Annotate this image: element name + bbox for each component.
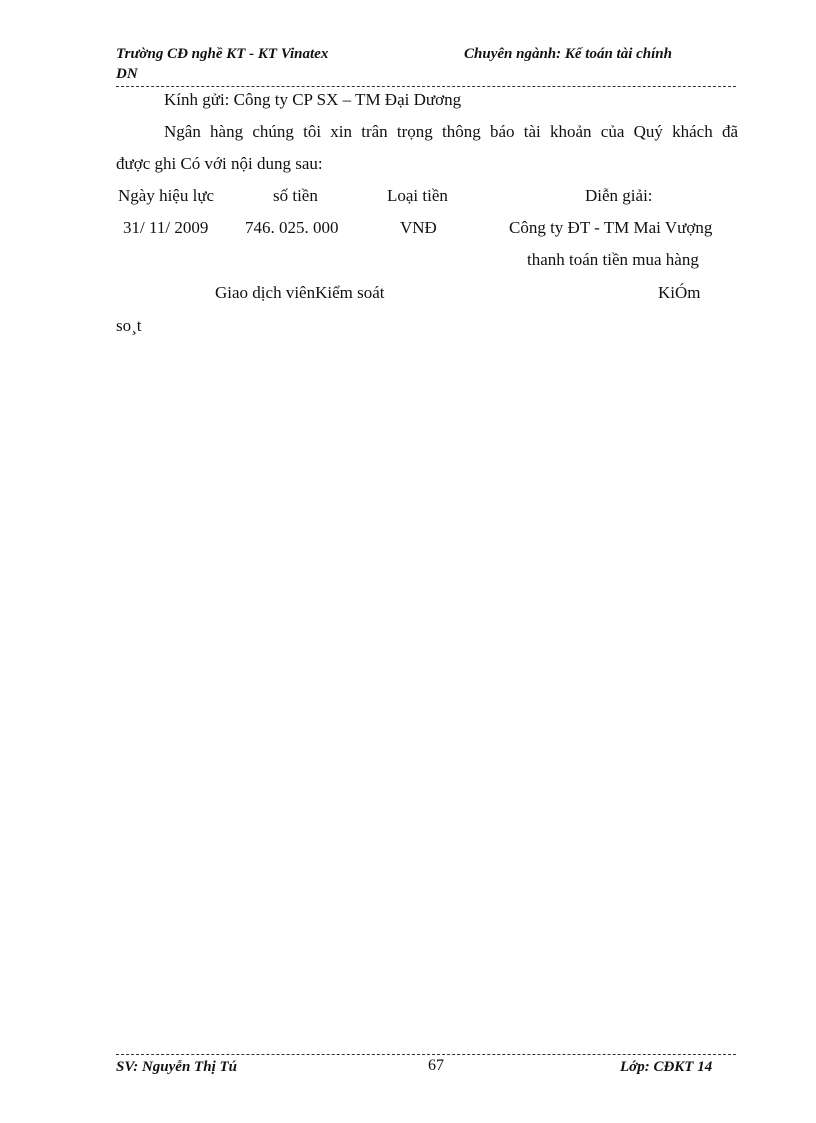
signature-auditor: KiÓm: [658, 283, 701, 302]
table-header-amount: số tiền: [273, 186, 318, 205]
row-date: 31/ 11/ 2009: [123, 218, 209, 237]
row-description-line-2: thanh toán tiền mua hàng: [527, 250, 699, 269]
signature-teller-controller: Giao dịch viênKiểm soát: [215, 283, 385, 302]
header-major: Chuyên ngành: Kế toán tài chính: [464, 46, 672, 62]
greeting: Kính gửi: Công ty CP SX – TM Đại Dương: [164, 90, 462, 109]
footer-class: Lớp: CĐKT 14: [620, 1059, 713, 1075]
header-divider: [116, 86, 736, 87]
table-header-currency: Loại tiền: [387, 186, 448, 205]
table-header-date: Ngày hiệu lực: [118, 186, 215, 205]
table-header-description: Diễn giải:: [585, 186, 653, 205]
row-currency: VNĐ: [400, 218, 437, 237]
row-description-line-1: Công ty ĐT - TM Mai Vượng: [509, 218, 713, 237]
paragraph-line-1: Ngân hàng chúng tôi xin trân trọng thông báo tài khoản của Quý khách đã: [164, 122, 738, 141]
footer-student: SV: Nguyễn Thị Tú: [116, 1059, 237, 1075]
header-school-cont: DN: [116, 66, 138, 82]
paragraph-line-2: được ghi Có với nội dung sau:: [116, 154, 323, 173]
signature-auditor-cont: so¸t: [116, 316, 142, 335]
footer-divider: [116, 1054, 736, 1055]
page-number: 67: [428, 1057, 444, 1074]
header-school: Trường CĐ nghề KT - KT Vinatex: [116, 46, 329, 62]
row-amount: 746. 025. 000: [245, 218, 339, 237]
